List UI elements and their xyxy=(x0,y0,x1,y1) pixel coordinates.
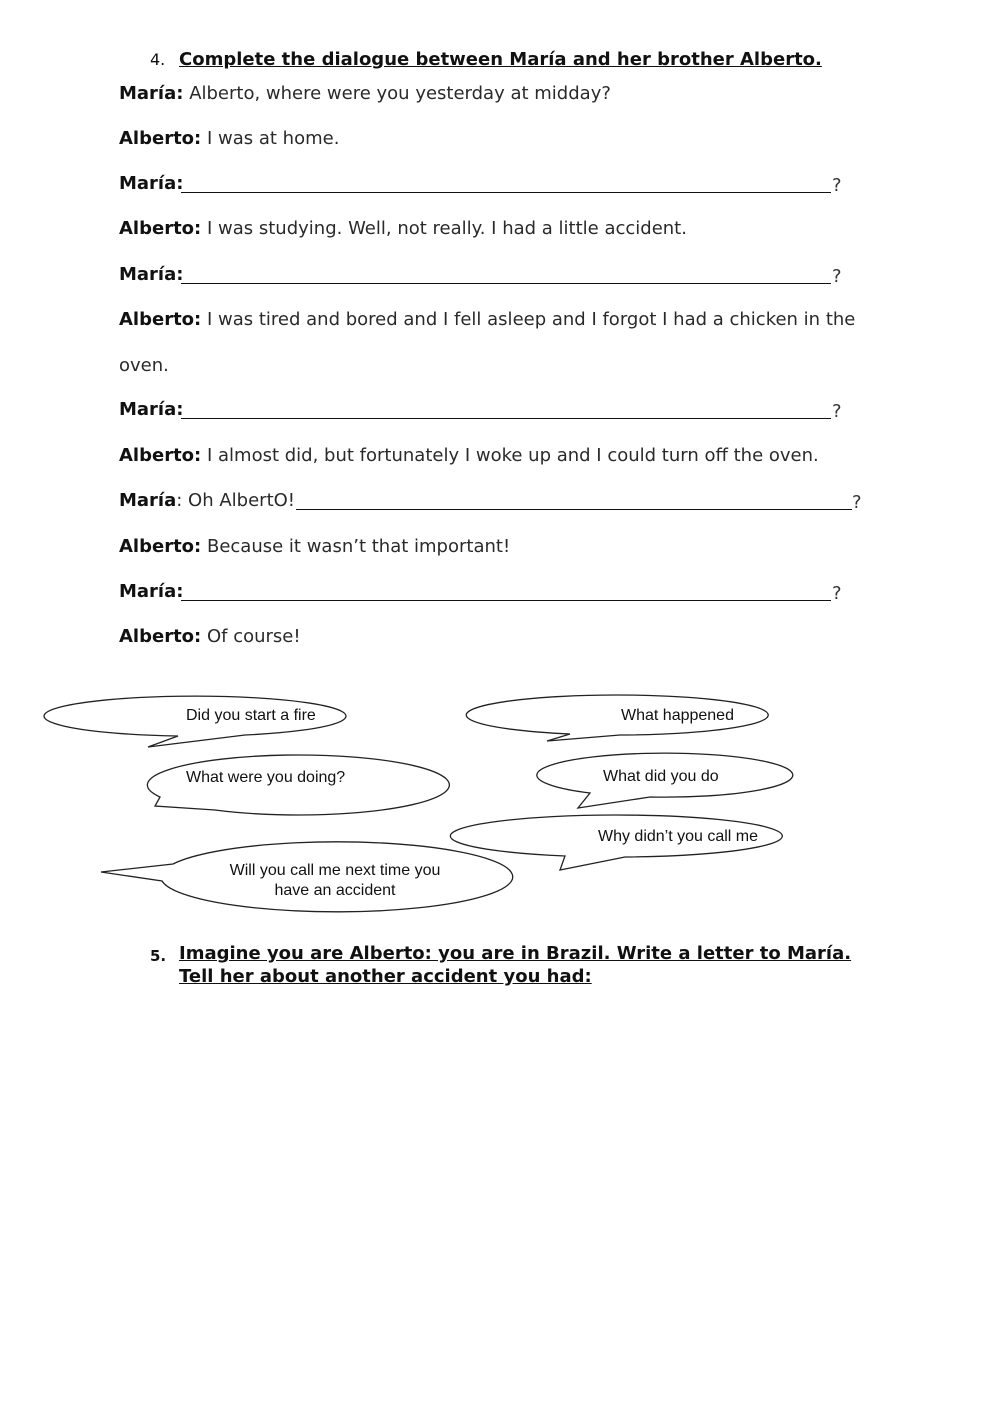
speaker: María xyxy=(119,490,177,511)
speaker: María: xyxy=(119,264,184,285)
line-text: Because it wasn’t that important! xyxy=(206,536,511,557)
question-mark: ? xyxy=(852,492,862,513)
line-text: I was at home. xyxy=(206,128,340,149)
exercise-5-number: 5. xyxy=(150,947,167,965)
exercise-5-title: Imagine you are Alberto: you are in Brazil. Write a letter to María. Tell her about another accident you had: xyxy=(179,943,852,987)
question-mark: ? xyxy=(832,175,842,196)
bubble-text: What did you do xyxy=(603,768,719,785)
bubble-text: Will you call me next time you have an accident xyxy=(229,862,441,899)
line-text: Of course! xyxy=(206,626,301,647)
question-mark: ? xyxy=(832,401,842,422)
question-mark: ? xyxy=(832,266,842,287)
bubble-text: Did you start a fire xyxy=(186,707,316,724)
speaker: Alberto: xyxy=(119,218,202,239)
bubble-text: What were you doing? xyxy=(186,769,346,786)
speaker: Alberto: xyxy=(119,128,202,149)
speaker: María: xyxy=(119,399,184,420)
exercise-4-title: Complete the dialogue between María and her brother Alberto. xyxy=(179,49,822,70)
speaker: María: xyxy=(119,83,184,104)
line-text: Alberto, where were you yesterday at midday? xyxy=(189,83,611,104)
speaker: Alberto: xyxy=(119,536,202,557)
question-mark: ? xyxy=(832,583,842,604)
line-text: I was studying. Well, not really. I had a little accident. xyxy=(206,218,687,239)
speaker: María: xyxy=(119,581,184,602)
line-text: I was tired and bored and I fell asleep and I forgot I had a chicken in the xyxy=(206,309,856,330)
line-text: I almost did, but fortunately I woke up and I could turn off the oven. xyxy=(206,445,819,466)
bubble-text: Why didn’t you call me xyxy=(597,828,759,845)
bubble-text: What happened xyxy=(621,707,734,724)
speaker: Alberto: xyxy=(119,309,202,330)
speaker: María: xyxy=(119,173,184,194)
line-text: : Oh AlbertO! xyxy=(176,490,296,511)
line-text: oven. xyxy=(119,355,169,376)
speaker: Alberto: xyxy=(119,626,202,647)
speaker: Alberto: xyxy=(119,445,202,466)
exercise-4-number: 4. xyxy=(150,50,166,69)
